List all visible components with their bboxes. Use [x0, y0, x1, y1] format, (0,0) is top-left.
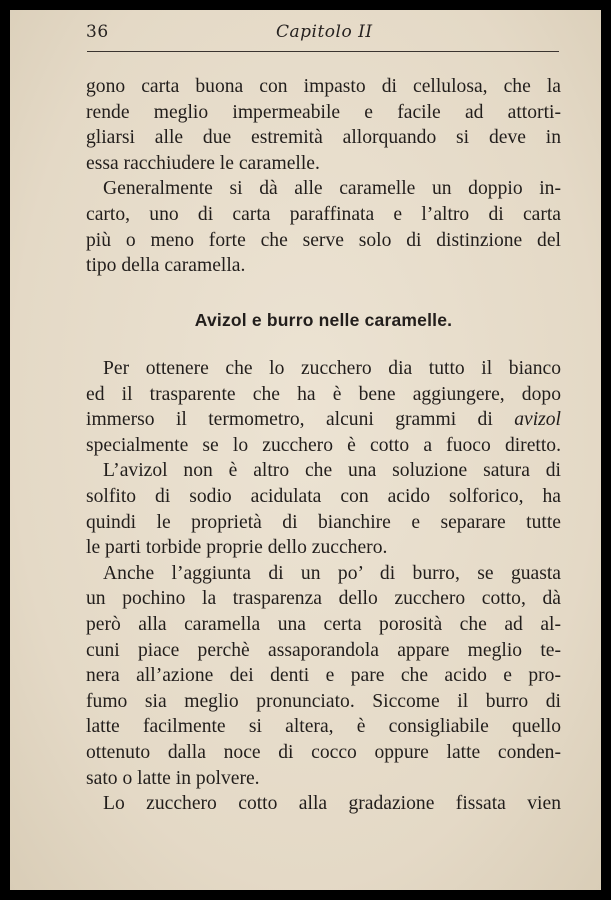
text-line: Per ottenere che lo zucchero dia tutto il bianco — [103, 358, 561, 379]
paragraph-block-2 — [86, 356, 561, 817]
text-line: ottenuto dalla noce di cocco oppure latte conden- — [86, 741, 561, 763]
text-line: essa racchiudere le caramelle. — [86, 152, 320, 174]
text-line: Anche l’aggiunta di un po’ di burro, se guasta — [103, 562, 561, 584]
italic-term: avizol — [514, 409, 562, 431]
text-line: carto, uno di carta paraffinata e l’altro di carta — [86, 203, 561, 225]
paragraph-block-1 — [86, 74, 561, 279]
book-page — [10, 10, 601, 890]
text-line: gono carta buona con impasto di cellulosa, che la — [86, 76, 561, 97]
text-line: più o meno forte che serve solo di distinzione del — [86, 229, 561, 251]
text-line: però alla caramella una certa porosità che ad al- — [86, 613, 561, 635]
text-line: specialmente se lo zucchero è cotto a fuoco diretto. — [86, 434, 561, 456]
text-line: quindi le proprietà di bianchire e separare tutte — [86, 511, 561, 533]
text-line: Generalmente si dà alle caramelle un doppio in- — [103, 178, 561, 200]
text-line: rende meglio impermeabile e facile ad attorti- — [86, 101, 561, 123]
text-line: gliarsi alle due estremità allorquando si deve in — [86, 127, 561, 149]
text-line: solfito di sodio acidulata con acido solforico, ha — [86, 485, 561, 507]
text-line: nera all’azione dei denti e pare che acido e pro- — [86, 665, 561, 687]
text-line: le parti torbide proprie dello zucchero. — [86, 537, 388, 559]
page-header — [86, 22, 566, 46]
text-line: un pochino la trasparenza dello zucchero cotto, dà — [86, 588, 561, 610]
text-line: fumo sia meglio pronunciato. Siccome il burro di — [86, 690, 561, 712]
running-head: Capitolo II — [276, 22, 373, 42]
text-segment: immerso il termometro, alcuni grammi di — [86, 409, 493, 431]
text-line: Lo zucchero cotto alla gradazione fissata vien — [103, 793, 561, 815]
section-title: Avizol e burro nelle caramelle. — [194, 310, 453, 330]
text-line: L’avizol non è altro che una soluzione satura di — [103, 460, 561, 482]
text-line: ed il trasparente che ha è bene aggiungere, dopo — [86, 383, 561, 405]
text-line — [86, 407, 561, 433]
header-rule — [87, 51, 559, 52]
text-line: latte facilmente si altera, è consigliabile quello — [86, 716, 561, 738]
text-line: sato o latte in polvere. — [86, 767, 260, 789]
page-number: 36 — [86, 22, 109, 42]
text-line: cuni piace perchè assaporandola appare meglio te- — [86, 639, 561, 661]
text-line: tipo della caramella. — [86, 255, 246, 277]
